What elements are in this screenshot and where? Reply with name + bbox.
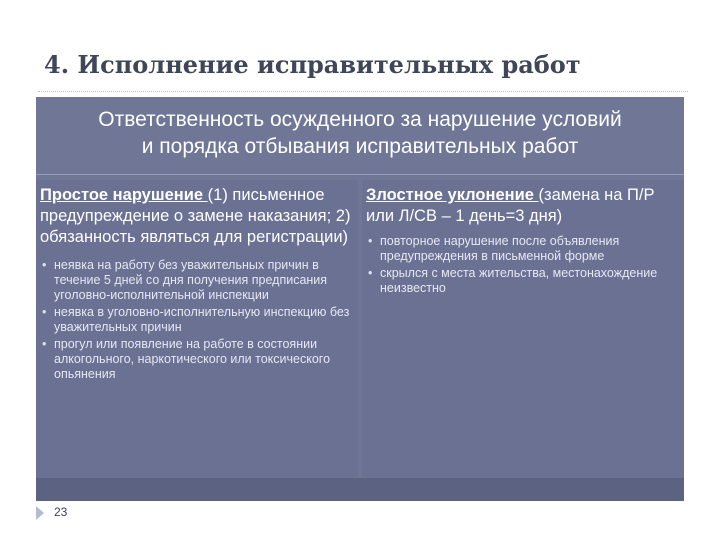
column-heading-rest: (замена на П/Р или Л/СВ – 1 день=3 дня) bbox=[366, 186, 655, 225]
list-item-text: неявка в уголовно-исполнительную инспекцию без уважительных причин bbox=[54, 305, 350, 334]
content-panel bbox=[36, 97, 684, 501]
heading-line: и порядка отбывания исправительных работ bbox=[141, 135, 579, 158]
malicious-evasion-column bbox=[362, 180, 684, 478]
column-heading-rest: (1) письменное предупреждение о замене наказания; 2) обязанность являться для регистрации) bbox=[40, 186, 351, 246]
list-item bbox=[40, 337, 352, 382]
list-item-text: скрылся с места жительства, местонахождение неизвестно bbox=[380, 266, 658, 295]
column-heading-underlined: Простое нарушение bbox=[40, 186, 208, 204]
list-item bbox=[40, 258, 352, 303]
list-item-text: неявка на работу без уважительных причин в течение 5 дней со дня получения предписания уголовно-исполнительной инспекции bbox=[54, 258, 328, 302]
bullet-icon: • bbox=[42, 337, 47, 351]
list-item-text: прогул или появление на работе в состоянии алкогольного, наркотического или токсического опьянения bbox=[54, 337, 331, 381]
list-item bbox=[366, 266, 678, 296]
list-item-text: повторное нарушение после объявления предупреждения в письменной форме bbox=[380, 234, 620, 263]
triangle-marker-icon bbox=[36, 506, 44, 520]
bullet-icon: • bbox=[42, 258, 47, 272]
slide-title: 4. Исполнение исправительных работ bbox=[44, 50, 581, 79]
column-heading-underlined: Злостное уклонение bbox=[366, 186, 539, 204]
column-heading bbox=[36, 180, 358, 248]
bullet-icon: • bbox=[368, 266, 373, 280]
simple-violation-column bbox=[36, 180, 358, 478]
title-divider bbox=[38, 91, 688, 92]
page-number: 23 bbox=[54, 505, 68, 519]
bullet-list bbox=[362, 234, 684, 296]
bullet-icon: • bbox=[42, 305, 47, 319]
heading-divider bbox=[36, 174, 684, 175]
panel-heading bbox=[36, 106, 684, 160]
bullet-icon: • bbox=[368, 234, 373, 248]
bullet-list bbox=[36, 258, 358, 382]
list-item bbox=[40, 305, 352, 335]
panel-footer-band bbox=[36, 478, 684, 501]
list-item bbox=[366, 234, 678, 264]
column-heading bbox=[362, 180, 684, 227]
heading-line: Ответственность осужденного за нарушение условий bbox=[98, 108, 622, 131]
